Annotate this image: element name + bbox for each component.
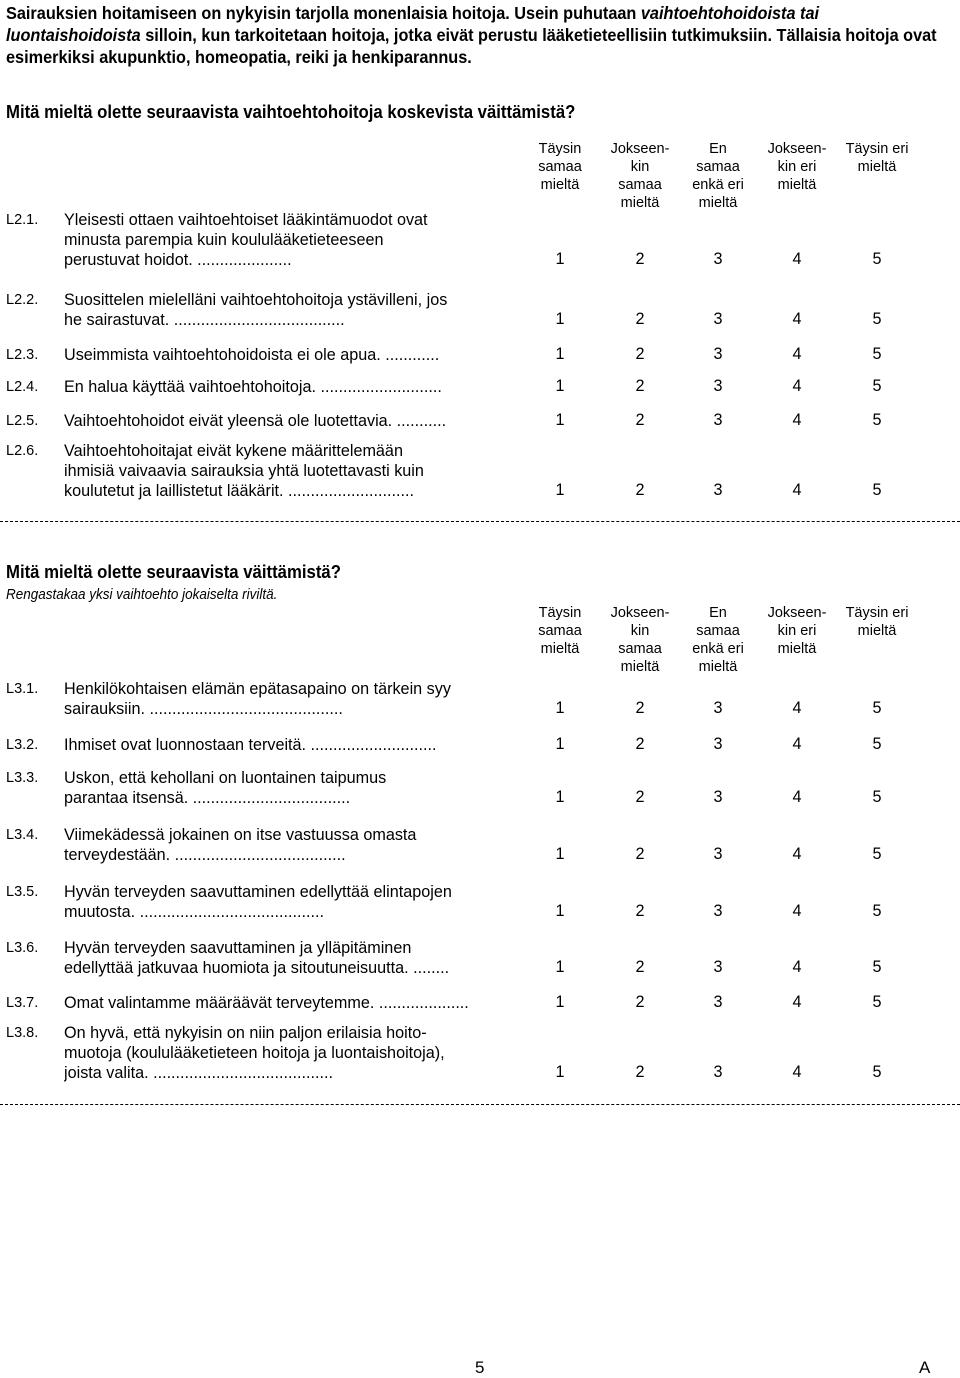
statement-line: Suosittelen mielelläni vaihtoehtohoitoja ystävilleni, jos — [64, 291, 448, 309]
statement-line: Vaihtoehtohoidot eivät yleensä ole luotettavia. ........... — [64, 412, 447, 430]
answer-option-5[interactable]: 5 — [872, 250, 882, 268]
statement-text — [64, 377, 534, 397]
statement-text — [64, 1023, 534, 1083]
statement-line: ihmisiä vaivaavia sairauksia yhtä luotettavasti kuin — [64, 462, 424, 480]
answer-option-5[interactable]: 5 — [872, 993, 882, 1011]
section2-title: Mitä mieltä olette seuraavista väittämistä? — [6, 562, 341, 582]
statement-code: L3.1. — [6, 681, 39, 697]
answer-option-1[interactable]: 1 — [555, 958, 565, 976]
statement-code: L2.6. — [6, 443, 39, 459]
answer-option-2[interactable]: 2 — [635, 845, 645, 863]
statement-text — [64, 825, 534, 865]
statement-line: he sairastuvat. ...................................... — [64, 311, 345, 329]
statement-line: parantaa itsensä. ................................... — [64, 789, 351, 807]
statement-line: Uskon, että kehollani on luontainen taipumus — [64, 769, 387, 787]
statement-code: L3.6. — [6, 940, 39, 956]
section1-title: Mitä mieltä olette seuraavista vaihtoehtohoitoja koskevista väittämistä? — [6, 102, 576, 122]
statement-code: L2.1. — [6, 212, 39, 228]
column-header-3: En samaa enkä eri mieltä — [692, 141, 744, 211]
statement-code: L3.8. — [6, 1025, 39, 1041]
statement-line: Useimmista vaihtoehtohoidoista ei ole apua. ............ — [64, 346, 440, 364]
statement-code: L3.5. — [6, 884, 39, 900]
separator-1 — [0, 521, 960, 522]
statement-line: minusta parempia kuin koululääketieteeseen — [64, 231, 384, 249]
column-header-4: Jokseen- kin eri mieltä — [767, 141, 827, 193]
statement-text — [64, 290, 534, 330]
answer-option-1[interactable]: 1 — [555, 250, 565, 268]
answer-option-1[interactable]: 1 — [555, 993, 565, 1011]
column-header-2: Jokseen- kin samaa mieltä — [610, 141, 670, 211]
statement-line: Omat valintamme määräävät terveytemme. .................... — [64, 994, 469, 1012]
page-number: 5 — [475, 1358, 485, 1377]
answer-option-5[interactable]: 5 — [872, 902, 882, 920]
answer-option-2[interactable]: 2 — [635, 310, 645, 328]
answer-option-1[interactable]: 1 — [555, 788, 565, 806]
statement-code: L3.7. — [6, 995, 39, 1011]
column-header-5: Täysin eri mieltä — [845, 605, 909, 639]
answer-option-5[interactable]: 5 — [872, 411, 882, 429]
column-header-1: Täysin samaa mieltä — [538, 605, 582, 657]
statement-line: Vaihtoehtohoitajat eivät kykene määrittelemään — [64, 442, 403, 460]
statement-line: Viimekädessä jokainen on itse vastuussa omasta — [64, 826, 417, 844]
answer-option-4[interactable]: 4 — [792, 411, 802, 429]
statement-code: L3.3. — [6, 770, 39, 786]
answer-option-3[interactable]: 3 — [713, 481, 723, 499]
statement-code: L2.4. — [6, 379, 39, 395]
answer-option-3[interactable]: 3 — [713, 310, 723, 328]
answer-option-4[interactable]: 4 — [792, 993, 802, 1011]
statement-code: L2.3. — [6, 347, 39, 363]
statement-text — [64, 210, 534, 270]
answer-option-4[interactable]: 4 — [792, 735, 802, 753]
answer-option-2[interactable]: 2 — [635, 1063, 645, 1081]
intro-text-2: silloin, kun tarkoitetaan hoitoja, jotka eivät perustu lääketieteellisiin tutkimuksiin. Tällaisia hoitoja ovat esimerkiksi akupunktio, homeopatia, reiki ja henkiparannus. — [6, 25, 937, 67]
answer-option-4[interactable]: 4 — [792, 481, 802, 499]
statement-line: koulutetut ja laillistetut lääkärit. ............................ — [64, 482, 414, 500]
answer-option-2[interactable]: 2 — [635, 735, 645, 753]
answer-option-5[interactable]: 5 — [872, 310, 882, 328]
answer-option-5[interactable]: 5 — [872, 788, 882, 806]
answer-option-4[interactable]: 4 — [792, 958, 802, 976]
answer-option-1[interactable]: 1 — [555, 699, 565, 717]
answer-option-4[interactable]: 4 — [792, 377, 802, 395]
answer-option-2[interactable]: 2 — [635, 788, 645, 806]
column-header-4: Jokseen- kin eri mieltä — [767, 605, 827, 657]
answer-option-4[interactable]: 4 — [792, 699, 802, 717]
statement-line: Ihmiset ovat luonnostaan terveitä. ............................ — [64, 736, 437, 754]
answer-option-3[interactable]: 3 — [713, 1063, 723, 1081]
answer-option-3[interactable]: 3 — [713, 250, 723, 268]
answer-option-5[interactable]: 5 — [872, 1063, 882, 1081]
statement-line: En halua käyttää vaihtoehtohoitoja. ........................... — [64, 378, 442, 396]
statement-line: muotoja (koululääketieteen hoitoja ja luontaishoitoja), — [64, 1044, 445, 1062]
statement-line: On hyvä, että nykyisin on niin paljon erilaisia hoito- — [64, 1024, 427, 1042]
answer-option-4[interactable]: 4 — [792, 250, 802, 268]
answer-option-4[interactable]: 4 — [792, 1063, 802, 1081]
answer-option-4[interactable]: 4 — [792, 902, 802, 920]
answer-option-5[interactable]: 5 — [872, 345, 882, 363]
answer-option-2[interactable]: 2 — [635, 377, 645, 395]
answer-option-5[interactable]: 5 — [872, 481, 882, 499]
answer-option-5[interactable]: 5 — [872, 699, 882, 717]
section2-subtitle: Rengastakaa yksi vaihtoehto jokaiselta riviltä. — [6, 587, 278, 603]
answer-option-3[interactable]: 3 — [713, 345, 723, 363]
answer-option-2[interactable]: 2 — [635, 958, 645, 976]
intro-text-italic: vaihtoehtohoidoista tai luontaishoidoista — [6, 3, 820, 45]
answer-option-3[interactable]: 3 — [713, 377, 723, 395]
answer-option-5[interactable]: 5 — [872, 958, 882, 976]
column-header-3: En samaa enkä eri mieltä — [692, 605, 744, 675]
statement-code: L3.2. — [6, 737, 39, 753]
form-letter: A — [919, 1358, 931, 1377]
answer-option-4[interactable]: 4 — [792, 345, 802, 363]
statement-line: edellyttää jatkuvaa huomiota ja sitoutuneisuutta. ........ — [64, 959, 450, 977]
statement-text — [64, 679, 534, 719]
intro-text-1: Sairauksien hoitamiseen on nykyisin tarjolla monenlaisia hoitoja. Usein puhutaan — [6, 3, 641, 23]
answer-option-1[interactable]: 1 — [555, 845, 565, 863]
answer-option-2[interactable]: 2 — [635, 481, 645, 499]
statement-text — [64, 345, 534, 365]
answer-option-2[interactable]: 2 — [635, 411, 645, 429]
separator-2 — [0, 1104, 960, 1105]
statement-line: Hyvän terveyden saavuttaminen ja ylläpitäminen — [64, 939, 412, 957]
answer-option-5[interactable]: 5 — [872, 735, 882, 753]
answer-option-1[interactable]: 1 — [555, 411, 565, 429]
answer-option-1[interactable]: 1 — [555, 481, 565, 499]
statement-text — [64, 735, 534, 755]
statement-text — [64, 993, 534, 1013]
answer-option-3[interactable]: 3 — [713, 735, 723, 753]
column-header-2: Jokseen- kin samaa mieltä — [610, 605, 670, 675]
answer-option-2[interactable]: 2 — [635, 699, 645, 717]
statement-code: L2.2. — [6, 292, 39, 308]
statement-line: muutosta. ......................................... — [64, 903, 324, 921]
statement-text — [64, 938, 534, 978]
answer-option-2[interactable]: 2 — [635, 902, 645, 920]
statement-line: perustuvat hoidot. ..................... — [64, 251, 292, 269]
statement-line: terveydestään. ...................................... — [64, 846, 346, 864]
answer-option-4[interactable]: 4 — [792, 845, 802, 863]
answer-option-5[interactable]: 5 — [872, 845, 882, 863]
answer-option-3[interactable]: 3 — [713, 902, 723, 920]
answer-option-3[interactable]: 3 — [713, 958, 723, 976]
answer-option-5[interactable]: 5 — [872, 377, 882, 395]
intro-paragraph — [6, 2, 955, 68]
statement-text — [64, 768, 534, 808]
answer-option-3[interactable]: 3 — [713, 411, 723, 429]
answer-option-1[interactable]: 1 — [555, 902, 565, 920]
column-header-1: Täysin samaa mieltä — [538, 141, 582, 193]
answer-option-2[interactable]: 2 — [635, 250, 645, 268]
answer-option-1[interactable]: 1 — [555, 377, 565, 395]
statement-code: L2.5. — [6, 413, 39, 429]
answer-option-1[interactable]: 1 — [555, 1063, 565, 1081]
statement-text — [64, 882, 534, 922]
statement-line: Henkilökohtaisen elämän epätasapaino on tärkein syy — [64, 680, 451, 698]
statement-line: Yleisesti ottaen vaihtoehtoiset lääkintämuodot ovat — [64, 211, 428, 229]
statement-text — [64, 411, 534, 431]
statement-code: L3.4. — [6, 827, 39, 843]
statement-line: Hyvän terveyden saavuttaminen edellyttää elintapojen — [64, 883, 452, 901]
answer-option-3[interactable]: 3 — [713, 699, 723, 717]
answer-option-2[interactable]: 2 — [635, 993, 645, 1011]
answer-option-4[interactable]: 4 — [792, 310, 802, 328]
answer-option-3[interactable]: 3 — [713, 845, 723, 863]
statement-line: sairauksiin. ........................................... — [64, 700, 343, 718]
answer-option-1[interactable]: 1 — [555, 735, 565, 753]
column-header-5: Täysin eri mieltä — [845, 141, 909, 175]
answer-option-3[interactable]: 3 — [713, 788, 723, 806]
statement-line: joista valita. ........................................ — [64, 1064, 333, 1082]
answer-option-4[interactable]: 4 — [792, 788, 802, 806]
answer-option-1[interactable]: 1 — [555, 345, 565, 363]
answer-option-1[interactable]: 1 — [555, 310, 565, 328]
answer-option-3[interactable]: 3 — [713, 993, 723, 1011]
answer-option-2[interactable]: 2 — [635, 345, 645, 363]
statement-text — [64, 441, 534, 501]
